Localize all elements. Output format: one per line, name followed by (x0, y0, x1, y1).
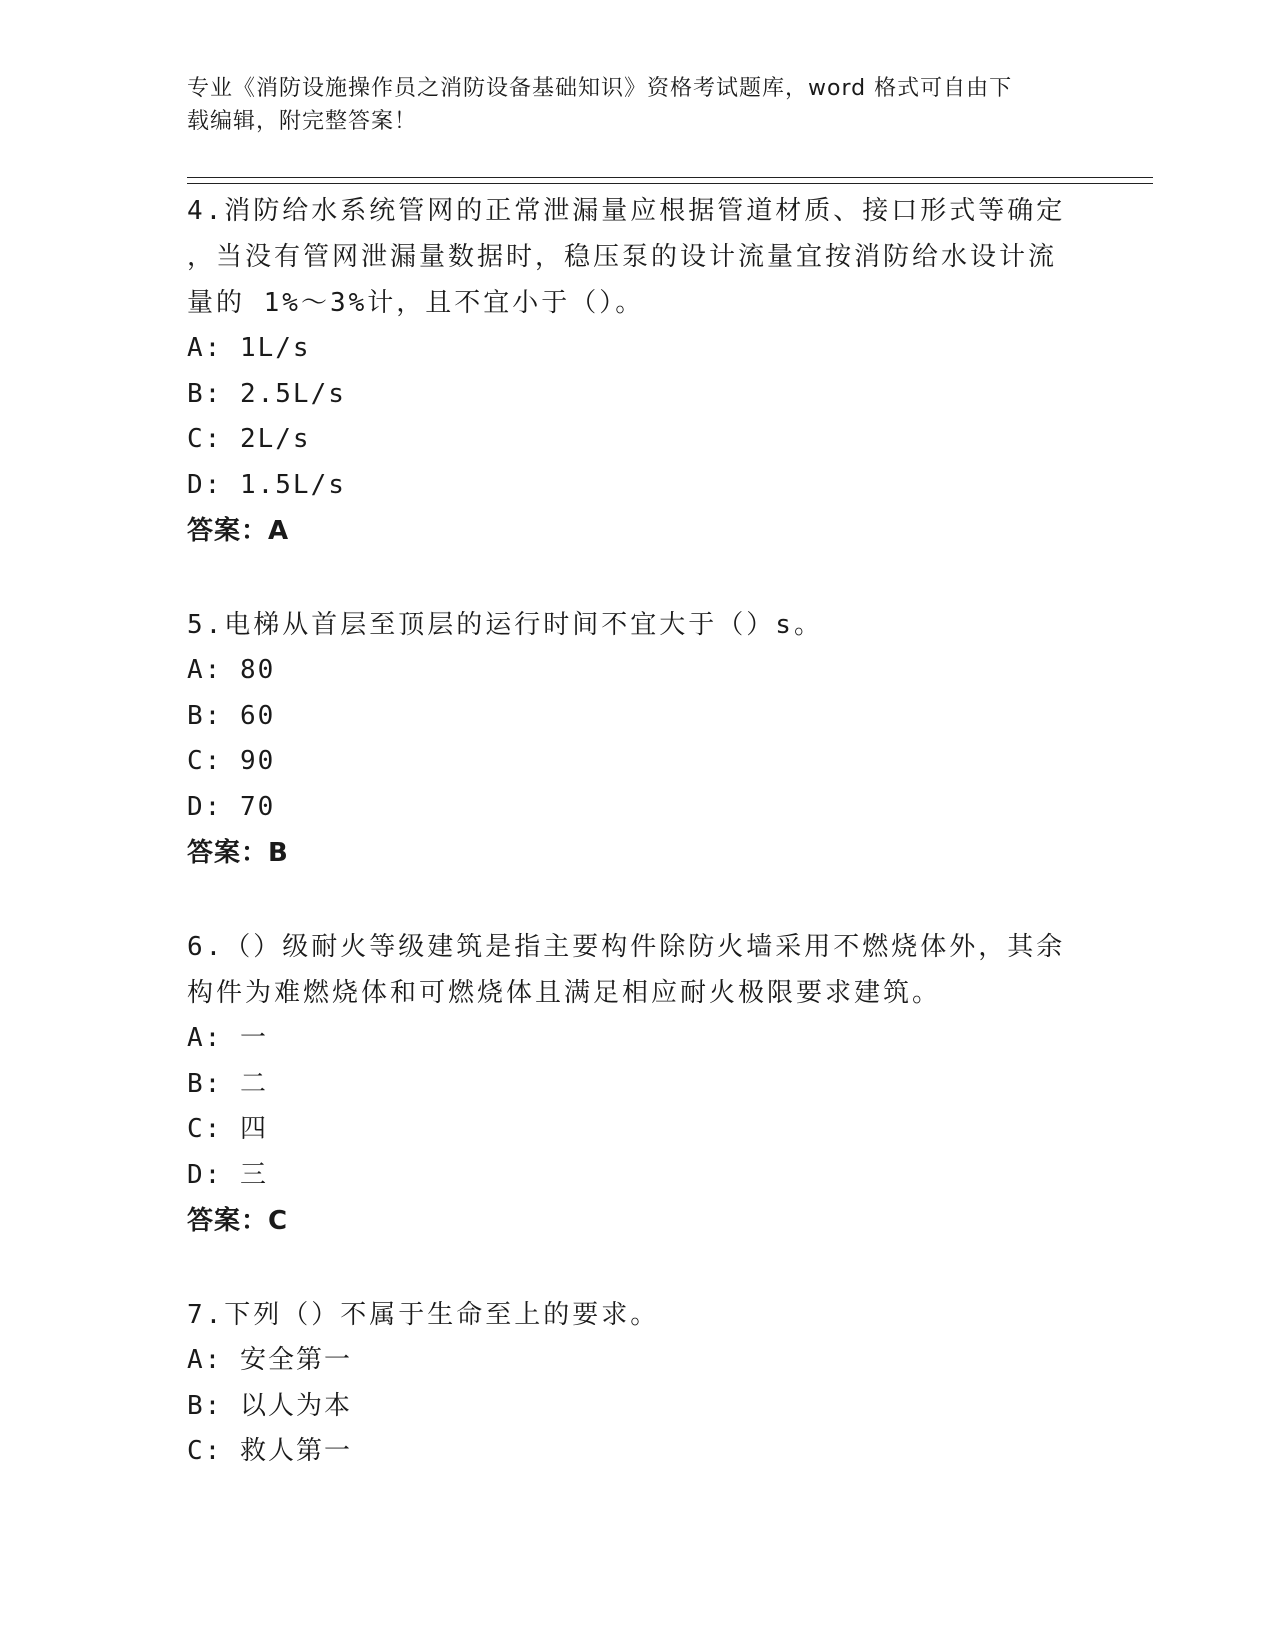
option-a: A: 安全第一 (187, 1345, 352, 1375)
option-b: B: 2.5L/s (187, 378, 346, 409)
question-7 (187, 1292, 1067, 1475)
answer-label: 答案：B (187, 838, 289, 868)
question-stem (187, 602, 1067, 648)
option-c: C: 救人第一 (187, 1436, 352, 1466)
header-divider-top (187, 177, 1153, 178)
question-5 (187, 602, 1067, 876)
question-stem (187, 1292, 1067, 1338)
option-d: D: 三 (187, 1159, 268, 1190)
question-list (187, 188, 1067, 1523)
option-b: B: 二 (187, 1068, 268, 1099)
option-b: B: 以人为本 (187, 1390, 352, 1421)
option-d: D: 1.5L/s (187, 469, 346, 500)
question-stem (187, 188, 1067, 326)
header-line-1: 专业《消防设施操作员之消防设备基础知识》资格考试题库，word 格式可自由下 (187, 76, 1013, 101)
option-d: D: 70 (187, 791, 276, 822)
option-a: A: 80 (187, 655, 276, 685)
stem-line: 5.电梯从首层至顶层的运行时间不宜大于（）s。 (187, 610, 823, 640)
stem-line: 4.消防给水系统管网的正常泄漏量应根据管道材质、接口形式等确定 (187, 196, 1066, 226)
answer-label: 答案：A (187, 516, 290, 546)
option-c: C: 90 (187, 746, 276, 776)
header-line-2: 载编辑，附完整答案！ (187, 109, 418, 134)
option-a: A: 1L/s (187, 333, 311, 363)
document-header (187, 72, 1067, 138)
option-a: A: 一 (187, 1023, 268, 1053)
question-6 (187, 924, 1067, 1244)
stem-line: 7.下列（）不属于生命至上的要求。 (187, 1300, 660, 1330)
question-stem (187, 924, 1067, 1016)
header-divider-bottom (187, 183, 1153, 184)
answer-label: 答案：C (187, 1206, 289, 1236)
stem-line: ，当没有管网泄漏量数据时，稳压泵的设计流量宜按消防给水设计流 (187, 242, 1058, 272)
stem-line: 量的 1%～3%计，且不宜小于（）。 (187, 288, 645, 318)
option-b: B: 60 (187, 700, 276, 731)
stem-line: 构件为难燃烧体和可燃烧体且满足相应耐火极限要求建筑。 (187, 978, 942, 1008)
option-c: C: 2L/s (187, 424, 311, 454)
option-c: C: 四 (187, 1114, 268, 1144)
question-4 (187, 188, 1067, 554)
stem-line: 6.（）级耐火等级建筑是指主要构件除防火墙采用不燃烧体外，其余 (187, 932, 1066, 962)
